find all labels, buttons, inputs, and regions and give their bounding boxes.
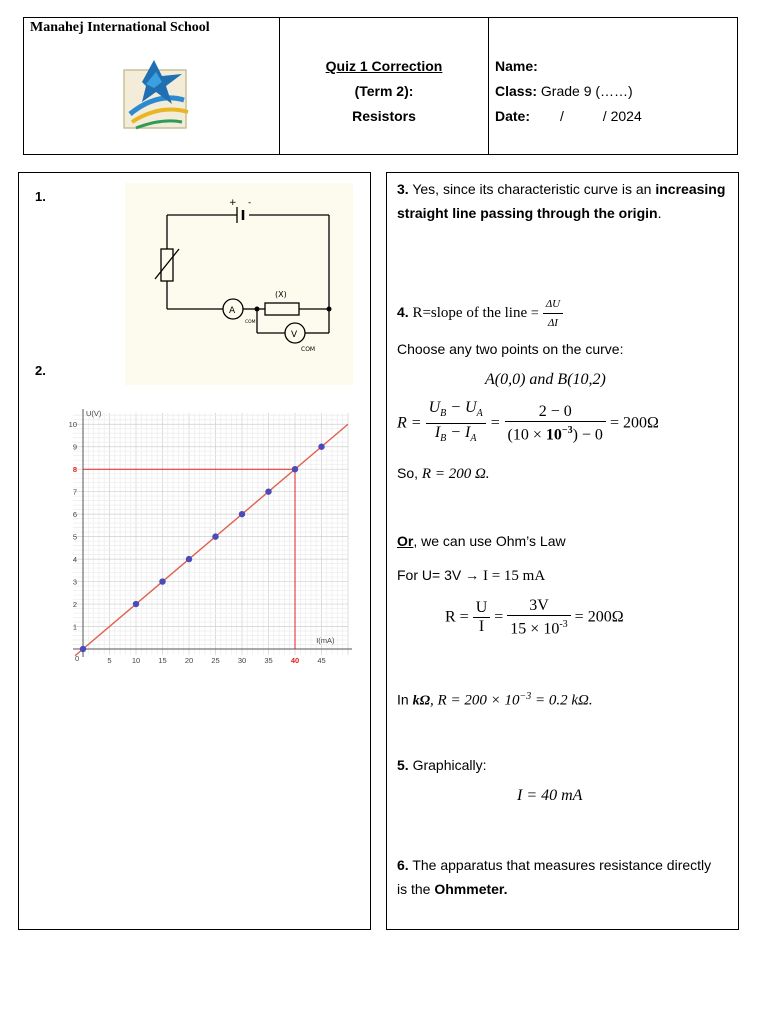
y-tick-label: 2 — [72, 600, 77, 610]
u-i-chart — [53, 403, 353, 673]
for-u-text: For U= 3V → — [397, 567, 483, 583]
q5-number: 5. — [397, 757, 409, 773]
resistance-equation — [397, 399, 659, 448]
origin-label: 0 — [75, 654, 80, 663]
in-k-math: , R = 200 × 10 — [430, 692, 520, 709]
resistor-x-label: (X) — [275, 290, 287, 299]
ohm-frac2-exp: -3 — [559, 619, 568, 630]
quiz-term: (Term 2): — [354, 83, 414, 99]
kilo-ohm-line — [397, 685, 593, 714]
battery-plus: + — [229, 198, 237, 208]
r-frac1-den-sub-b: B — [440, 433, 447, 445]
y-tick-label: 3 — [72, 577, 77, 587]
r-frac2 — [505, 403, 606, 444]
points-equation: A(0,0) and B(10,2) — [485, 371, 606, 388]
data-point — [80, 646, 86, 652]
ohm-frac2 — [507, 597, 570, 638]
y-tick-label: 5 — [72, 532, 77, 542]
x-tick-label: 15 — [158, 656, 167, 665]
q3-end: . — [657, 205, 662, 221]
school-cell — [24, 18, 280, 154]
choose-points-text: Choose any two points on the curve: — [397, 341, 624, 357]
data-point — [186, 556, 192, 562]
voltmeter-symbol: V — [291, 330, 298, 340]
or-label: Or — [397, 533, 414, 549]
r-frac2-den-b: 10 — [545, 426, 562, 444]
q4-text: R=slope of the line — [408, 305, 531, 322]
q4-fraction — [543, 295, 563, 332]
answer-3 — [397, 177, 727, 225]
r-frac1-den-sub-a: A — [470, 433, 477, 445]
r-frac2-den-exp: −3 — [561, 425, 573, 437]
in-k-text: In — [397, 691, 413, 708]
ohm-result: = 200Ω — [574, 608, 624, 626]
battery-minus: - — [248, 198, 252, 208]
y-tick-label: 9 — [72, 442, 77, 452]
r-frac1-num-sub-a: A — [476, 408, 483, 420]
r-lhs: R = — [397, 414, 422, 432]
q3-bold: increasing straight line passing through the origin — [397, 181, 726, 221]
ohm-frac2-num: 3V — [507, 597, 570, 616]
or-rest: , we can use Ohm’s Law — [413, 533, 566, 549]
q4-number: 4. — [397, 304, 409, 321]
quiz-topic: Resistors — [352, 108, 416, 124]
header-table — [23, 17, 738, 155]
school-logo — [102, 52, 212, 132]
ammeter-symbol: A — [229, 306, 236, 316]
y-tick-label: 4 — [72, 555, 77, 565]
q6-bold: Ohmmeter. — [434, 881, 508, 897]
y-tick-label: 1 — [72, 622, 77, 632]
y-tick-label: 8 — [72, 465, 77, 475]
x-tick-label: 5 — [107, 656, 112, 665]
answer-5 — [397, 753, 487, 777]
q4-frac-den: ΔI — [547, 317, 558, 329]
in-k-exp: −3 — [519, 691, 532, 702]
r-frac1 — [426, 399, 486, 448]
ohm-frac2-den: 15 × 10 — [510, 620, 560, 638]
school-name: Manahej International School — [30, 20, 210, 35]
y-axis-label: U(V) — [86, 409, 102, 418]
voltmeter-com-label: COM — [301, 346, 316, 353]
student-info-cell — [489, 18, 737, 154]
y-tick-label: 7 — [72, 487, 77, 497]
date-value: / / 2024 — [560, 108, 642, 124]
date-label: Date: — [495, 108, 531, 124]
r-result: = 200Ω — [609, 414, 659, 432]
y-tick-label: 6 — [72, 510, 77, 520]
x-tick-label: 25 — [211, 656, 220, 665]
x-axis-label: I(mA) — [316, 636, 335, 645]
r-frac1-den-minus: − I — [446, 424, 471, 442]
title-cell — [280, 18, 489, 154]
so-result — [397, 461, 490, 486]
in-k-unit: kΩ — [412, 693, 431, 709]
data-point — [212, 533, 218, 539]
ohm-frac1-den: I — [478, 618, 485, 636]
y-tick-label: 10 — [68, 420, 77, 430]
r-frac2-num: 2 − 0 — [505, 403, 606, 422]
in-k-end: = 0.2 kΩ. — [531, 692, 593, 709]
for-u-math: I = 15 mA — [482, 568, 546, 584]
q5-text: Graphically: — [408, 757, 487, 773]
name-label: Name: — [495, 58, 538, 74]
circuit-diagram — [125, 183, 353, 385]
ohm-equation — [445, 597, 624, 638]
class-value: Grade 9 (……) — [540, 83, 633, 99]
q6-text: The apparatus that measures resistance directly is the — [397, 857, 712, 897]
data-point — [265, 488, 271, 494]
class-label: Class: — [495, 83, 538, 99]
data-point — [239, 511, 245, 517]
x-tick-label: 10 — [131, 656, 141, 665]
x-tick-label: 20 — [184, 656, 194, 665]
ammeter-com-label: COM — [245, 320, 256, 325]
for-u-line — [397, 563, 545, 588]
data-point — [318, 444, 324, 450]
r-frac1-num-minus: − U — [446, 399, 477, 416]
r-frac1-num-sub-b: B — [440, 408, 447, 420]
or-ohm-law — [397, 529, 566, 553]
x-tick-label: 35 — [264, 656, 273, 665]
question-2-number: 2. — [35, 363, 46, 378]
q6-number: 6. — [397, 857, 409, 873]
q3-number: 3. — [397, 181, 409, 197]
x-tick-label: 45 — [317, 656, 326, 665]
r-frac1-num: U — [428, 399, 441, 416]
r-frac1-den: I — [434, 424, 441, 442]
ohm-frac1-num: U — [473, 599, 491, 618]
answer-4-intro — [397, 295, 563, 332]
q4-equals: = — [530, 306, 539, 322]
question-1-number: 1. — [35, 189, 46, 204]
q3-text: Yes, since its characteristic curve is an — [408, 181, 652, 197]
quiz-title: Quiz 1 Correction — [325, 58, 443, 74]
q5-equation: I = 40 mA — [517, 787, 583, 804]
ohm-lhs: R = — [445, 608, 469, 626]
answer-6 — [397, 853, 717, 901]
right-panel — [386, 172, 739, 930]
data-point — [292, 466, 298, 472]
ohm-equals: = — [494, 608, 504, 626]
q4-frac-num: ΔU — [543, 295, 563, 314]
r-frac2-den-a: (10 × — [507, 426, 546, 444]
data-point — [159, 578, 165, 584]
so-math: R = 200 Ω. — [421, 466, 490, 482]
so-text: So, — [397, 465, 422, 481]
r-equals: = — [489, 414, 501, 432]
left-panel — [18, 172, 371, 930]
data-point — [133, 601, 139, 607]
x-tick-label: 40 — [290, 656, 300, 665]
x-tick-label: 30 — [237, 656, 247, 665]
r-frac2-den-c: ) − 0 — [572, 426, 603, 444]
ohm-frac1 — [473, 599, 491, 636]
